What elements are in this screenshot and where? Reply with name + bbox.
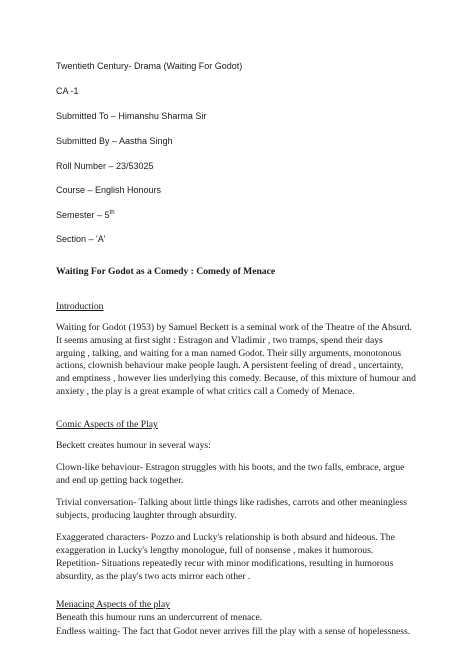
trivial-line: Trivial conversation- Talking about little things like radishes, carrots and other meaningless [56, 497, 408, 508]
exaggerated-line: exaggeration in Lucky's lengthy monologue, full of nonsense , makes it humorous. [56, 545, 374, 556]
doc-title: Twentieth Century- Drama (Waiting For Godot) [56, 61, 243, 71]
section: Section – 'A' [56, 234, 106, 244]
semester [56, 209, 115, 221]
menace-heading: Menacing Aspects of the play [56, 599, 171, 610]
intro-line: anxiety , the play is a great example of what critics call a Comedy of Menace. [56, 386, 355, 397]
trivial-line: subjects, producing laughter through absurdity. [56, 510, 237, 521]
essay-heading: Waiting For Godot as a Comedy : Comedy of Menace [56, 266, 276, 277]
repetition-line: absurdity, as the play's two acts mirror each other . [56, 571, 251, 582]
course: Course – English Honours [56, 185, 162, 195]
comic-heading: Comic Aspects of the Play [56, 419, 158, 430]
clown-line: Clown-like behaviour- Estragon struggles with his boots, and the two falls, embrace, argue [56, 462, 405, 473]
semester-ordinal: th [109, 210, 115, 216]
intro-line: arguing , talking, and waiting for a man named Godot. Their silly arguments, monotonous [56, 348, 402, 359]
semester-text: Semester – 5 [56, 210, 110, 220]
exaggerated-line: Exaggerated characters- Pozzo and Lucky's relationship is both absurd and hideous. The [56, 532, 395, 543]
clown-line: and end up getting back together. [56, 475, 184, 486]
submitted-by: Submitted By – Aastha Singh [56, 136, 173, 146]
roll-number: Roll Number – 23/53025 [56, 161, 154, 171]
menace-line: Endless waiting- The fact that Godot never arrives fill the play with a sense of hopelessness. [56, 626, 411, 637]
intro-line: and emptiness , however lies underlying this comedy. Because, of this mixture of humour and [56, 373, 416, 384]
repetition-line: Repetition- Situations repeatedly recur with minor modifications, resulting in humorous [56, 558, 394, 569]
menace-line: Beneath this humour runs an undercurrent of menace. [56, 612, 263, 623]
comic-intro: Beckett creates humour in several ways: [56, 440, 211, 451]
introduction-heading: Introduction [56, 301, 104, 312]
intro-line: Waiting for Godot (1953) by Samuel Beckett is a seminal work of the Theatre of the Absurd. [56, 322, 412, 333]
intro-line: It seems amusing at first sight : Estragon and Vladimir , two tramps, spend their days [56, 335, 383, 346]
submitted-to: Submitted To – Himanshu Sharma Sir [56, 111, 207, 121]
ca-label: CA -1 [56, 86, 79, 96]
intro-line: actions, clownish behaviour make people laugh. A persistent feeling of dread , uncertainty, [56, 360, 404, 371]
